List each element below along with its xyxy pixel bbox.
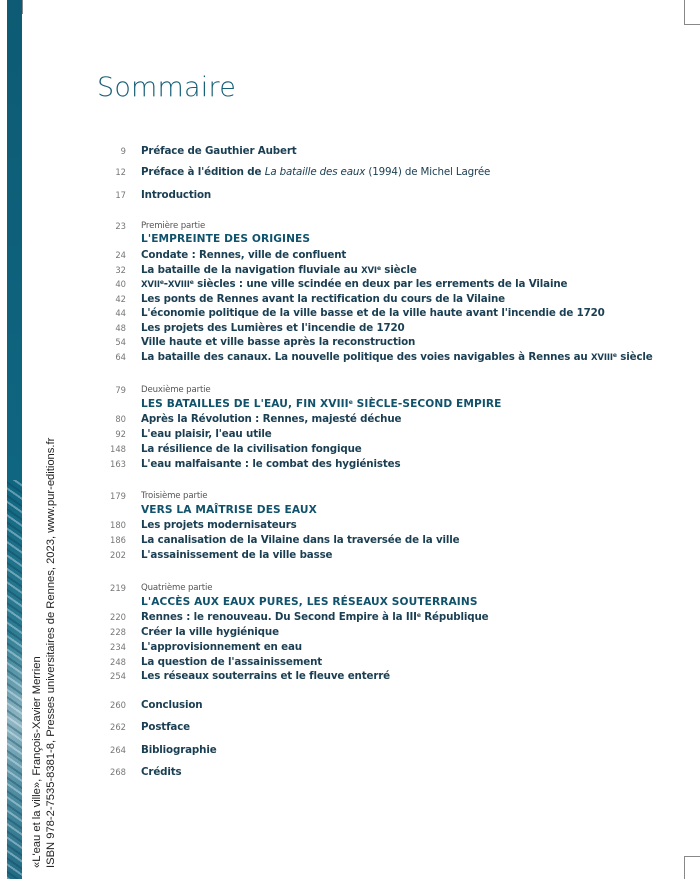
toc-label: Ville haute et ville basse après la reconstruction xyxy=(141,336,416,348)
toc-label: Bibliographie xyxy=(141,744,217,756)
toc-page-number: 220 xyxy=(110,612,126,622)
toc-label: Première partie xyxy=(141,221,206,231)
toc-label: La bataille des canaux. La nouvelle politique des voies navigables à Rennes au XVIIIe siècle xyxy=(141,351,653,363)
toc-page-number: 42 xyxy=(115,294,126,304)
toc-label: L'assainissement de la ville basse xyxy=(141,549,333,561)
toc-label: Troisième partie xyxy=(141,491,208,501)
toc-label: Les réseaux souterrains et le fleuve enterré xyxy=(141,670,391,682)
toc-page-number: 228 xyxy=(110,627,126,637)
toc-label: L'ACCÈS AUX EAUX PURES, LES RÉSEAUX SOUTERRAINS xyxy=(141,596,478,608)
toc-label: La résilience de la civilisation fongique xyxy=(141,443,362,455)
toc-label: La bataille de la navigation fluviale au XVIe siècle xyxy=(141,264,417,276)
toc-page-number: 234 xyxy=(110,642,126,652)
toc-label: Postface xyxy=(141,721,190,733)
toc-page-number: 268 xyxy=(110,767,126,777)
toc-page-number: 40 xyxy=(115,279,126,289)
toc-label: LES BATAILLES DE L'EAU, FIN XVIIIe SIÈCLE-SECOND EMPIRE xyxy=(141,398,502,410)
toc-label: Crédits xyxy=(141,766,182,778)
toc-page-number: 180 xyxy=(110,520,126,530)
toc-page-number: 254 xyxy=(110,671,126,681)
toc-page-number: 179 xyxy=(110,491,126,501)
toc-label: Préface de Gauthier Aubert xyxy=(141,145,297,157)
toc-page-number: 44 xyxy=(115,308,126,318)
toc-page-number: 64 xyxy=(115,352,126,362)
toc-label: L'économie politique de la ville basse et de la ville haute avant l'incendie de 1720 xyxy=(141,307,605,319)
toc-label: Condate : Rennes, ville de confluent xyxy=(141,249,347,261)
toc-label: Deuxième partie xyxy=(141,385,211,395)
toc-label: VERS LA MAÎTRISE DES EAUX xyxy=(141,504,317,516)
toc-label: Les projets modernisateurs xyxy=(141,519,297,531)
toc-label: XVIIe-XVIIIe siècles : une ville scindée en deux par les errements de la Vilaine xyxy=(141,278,568,290)
toc-label: Rennes : le renouveau. Du Second Empire à la IIIe République xyxy=(141,611,489,623)
toc-label: Les ponts de Rennes avant la rectification du cours de la Vilaine xyxy=(141,293,505,305)
toc-label: Après la Révolution : Rennes, majesté déchue xyxy=(141,413,402,425)
toc-label: L'EMPREINTE DES ORIGINES xyxy=(141,233,311,245)
toc-page-number: 80 xyxy=(115,414,126,424)
toc-page-number: 12 xyxy=(115,167,126,177)
toc-label: L'eau plaisir, l'eau utile xyxy=(141,428,272,440)
toc-page-number: 92 xyxy=(115,429,126,439)
toc-page-number: 17 xyxy=(115,190,126,200)
toc-page-number: 186 xyxy=(110,535,126,545)
toc-label: Quatrième partie xyxy=(141,583,213,593)
toc-label: Créer la ville hygiénique xyxy=(141,626,279,638)
toc-label: L'eau malfaisante : le combat des hygiénistes xyxy=(141,458,401,470)
toc-page-number: 264 xyxy=(110,745,126,755)
toc-label: Les projets des Lumières et l'incendie de 1720 xyxy=(141,322,405,334)
toc-page-number: 24 xyxy=(115,250,126,260)
toc-page-number: 148 xyxy=(110,444,126,454)
crop-mark-bottom-right-h xyxy=(684,856,700,857)
crop-mark-top-right-h xyxy=(684,24,700,25)
toc-label: Introduction xyxy=(141,189,212,201)
toc-label: Conclusion xyxy=(141,699,203,711)
crop-mark-top-right-v xyxy=(684,0,685,24)
page-title: Sommaire xyxy=(97,72,237,103)
crop-mark-bottom-right-v xyxy=(684,857,685,879)
crop-mark-top-left xyxy=(22,0,23,14)
toc-page-number: 262 xyxy=(110,722,126,732)
toc-page-number: 23 xyxy=(115,221,126,231)
toc-page-number: 9 xyxy=(120,146,126,156)
toc-page-number: 219 xyxy=(110,583,126,593)
toc-page-number: 48 xyxy=(115,323,126,333)
toc-page-number: 32 xyxy=(115,265,126,275)
toc-label: La question de l'assainissement xyxy=(141,656,323,668)
toc-page-number: 163 xyxy=(110,459,126,469)
side-note-line-1: «L'eau et la ville», François-Xavier Merrien xyxy=(31,656,43,868)
toc-label: L'approvisionnement en eau xyxy=(141,641,302,653)
toc-page-number: 54 xyxy=(115,337,126,347)
toc-page-number: 202 xyxy=(110,550,126,560)
side-note-line-2: ISBN 978-2-7535-8381-8, Presses universitaires de Rennes, 2023, www.pur-editions.fr xyxy=(45,437,57,868)
toc-page-number: 79 xyxy=(115,385,126,395)
toc-label: Préface à l'édition de La bataille des eaux (1994) de Michel Lagrée xyxy=(141,166,491,178)
toc-label: La canalisation de la Vilaine dans la traversée de la ville xyxy=(141,534,460,546)
toc-page-number: 248 xyxy=(110,657,126,667)
toc-page-number: 260 xyxy=(110,700,126,710)
